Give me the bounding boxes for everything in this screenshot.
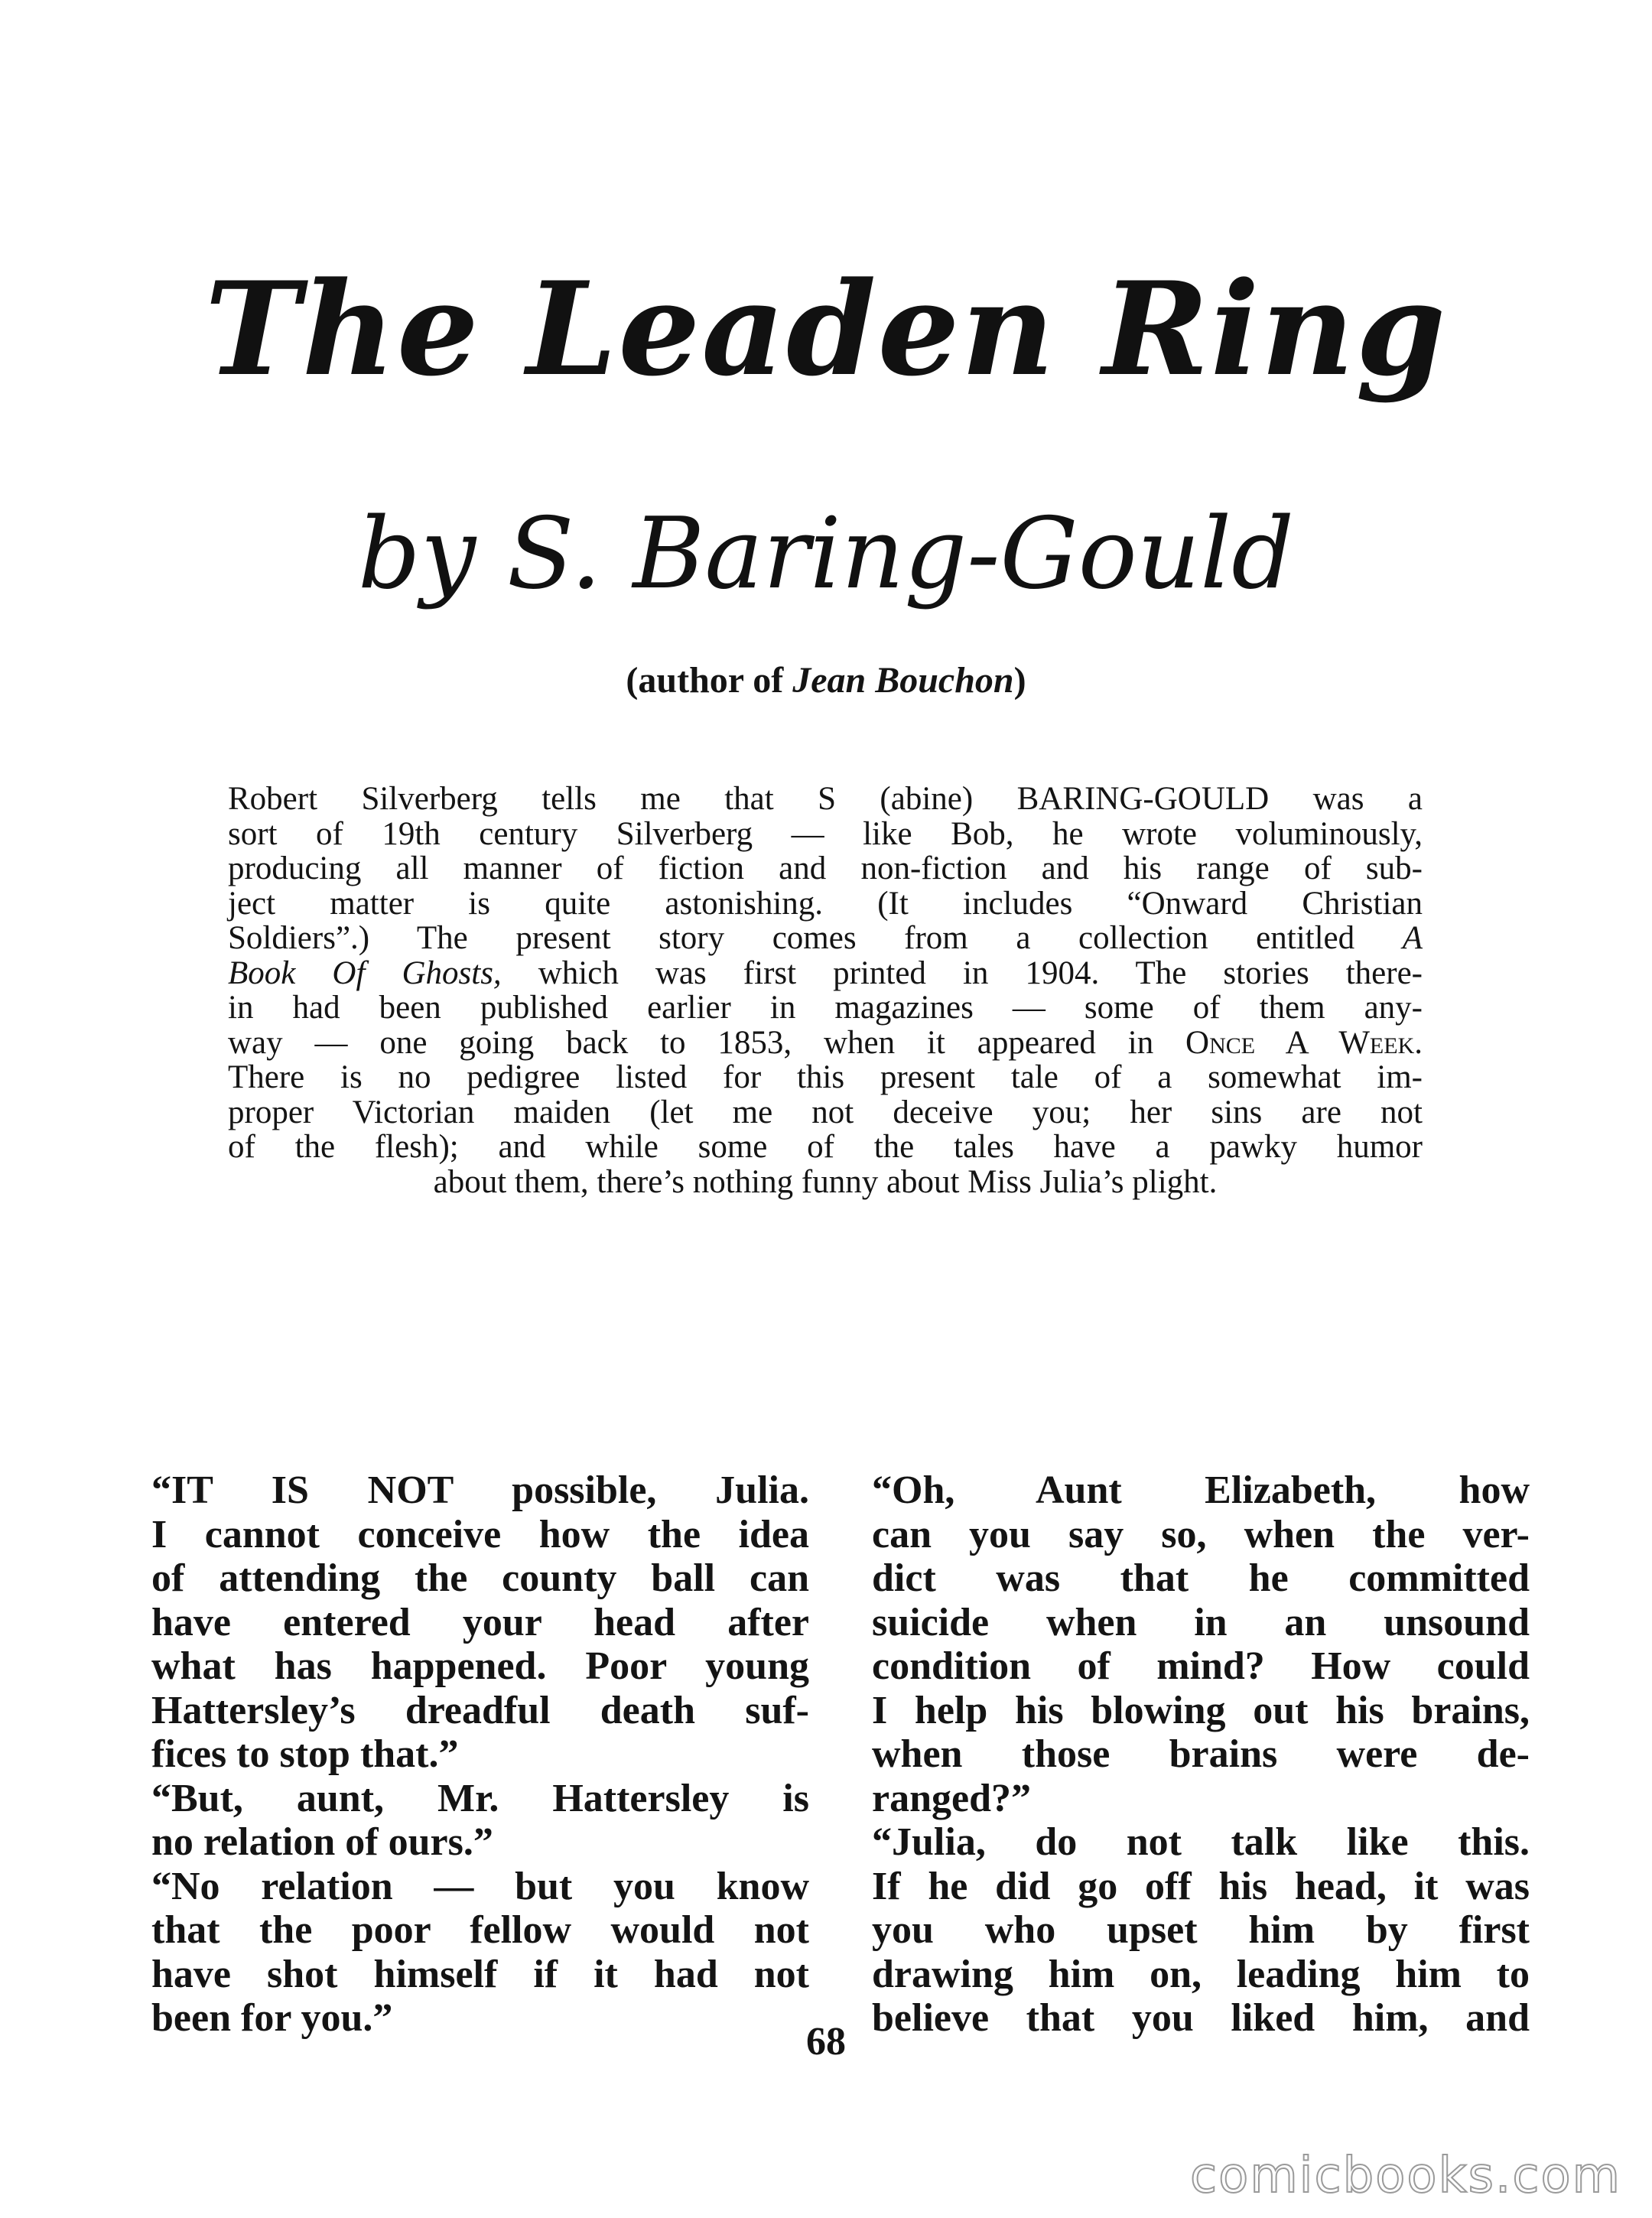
- story-line: If he did go off his head, it was: [872, 1864, 1530, 1908]
- story-line: drawing him on, leading him to: [872, 1952, 1530, 1996]
- intro-line: of the flesh); and while some of the tales have a pawky humor: [228, 1129, 1423, 1165]
- story-line: been for you.”: [151, 1996, 393, 2040]
- story-line: when those brains were de-: [872, 1732, 1530, 1776]
- story-line: dict was that he committed: [872, 1556, 1530, 1600]
- intro-line-text: way — one going back to 1853, when it appeared in: [228, 1024, 1186, 1061]
- editor-introduction: [228, 782, 1423, 1199]
- intro-line: proper Victorian maiden (let me not deceive you; her sins are not: [228, 1094, 1423, 1130]
- story-line: you who upset him by first: [872, 1908, 1530, 1952]
- story-line: I help his blowing out his brains,: [872, 1688, 1530, 1732]
- story-line: have entered your head after: [151, 1600, 809, 1644]
- author-note: [382, 658, 1270, 704]
- story-line: “Julia, do not talk like this.: [872, 1820, 1530, 1864]
- author-note-close: ): [1013, 660, 1026, 701]
- story-line: “But, aunt, Mr. Hattersley is: [151, 1776, 809, 1820]
- story-column-left: [151, 1468, 809, 2041]
- story-line: “IT IS NOT possible, Julia.: [151, 1468, 809, 1512]
- story-line: I cannot conceive how the idea: [151, 1512, 809, 1556]
- story-title: The Leaden Ring: [204, 253, 1448, 405]
- intro-line: ject matter is quite astonishing. (It includes “Onward Christian: [228, 885, 1423, 922]
- story-line: “Oh, Aunt Elizabeth, how: [872, 1468, 1530, 1512]
- story-line: condition of mind? How could: [872, 1644, 1530, 1688]
- intro-magazine-title: Once A Week.: [1185, 1024, 1423, 1061]
- story-column-right: [872, 1468, 1530, 2041]
- story-line: what has happened. Poor young: [151, 1644, 809, 1688]
- story-line: fices to stop that.”: [151, 1732, 459, 1776]
- intro-line: about them, there’s nothing funny about Miss Julia’s plight.: [433, 1163, 1218, 1200]
- intro-line: There is no pedigree listed for this present tale of a somewhat im-: [228, 1059, 1423, 1095]
- intro-book-title: Book Of Ghosts,: [228, 955, 502, 991]
- byline: by S. Baring-Gould: [357, 497, 1295, 611]
- story-line: suicide when in an unsound: [872, 1600, 1530, 1644]
- story-line: have shot himself if it had not: [151, 1952, 809, 1996]
- story-line: believe that you liked him, and: [872, 1996, 1530, 2040]
- intro-line-text: which was first printed in 1904. The stories there-: [501, 955, 1423, 991]
- author-note-work: Jean Bouchon: [792, 660, 1014, 701]
- intro-line: [228, 921, 1423, 956]
- intro-line: in had been published earlier in magazines — some of them any-: [228, 990, 1423, 1026]
- page-number: 68: [806, 2020, 846, 2064]
- watermark: comicbooks.com: [1189, 2148, 1621, 2204]
- story-line: no relation of ours.”: [151, 1820, 493, 1864]
- story-line: “No relation — but you know: [151, 1864, 809, 1908]
- story-line: can you say so, when the ver-: [872, 1512, 1530, 1556]
- intro-line-text: Soldiers”.) The present story comes from a collection entitled: [228, 920, 1355, 956]
- story-line: that the poor fellow would not: [151, 1908, 809, 1952]
- intro-line: [228, 956, 1423, 991]
- story-line: of attending the county ball can: [151, 1556, 809, 1600]
- intro-line: producing all manner of fiction and non-fiction and his range of sub-: [228, 850, 1423, 886]
- story-line: Hattersley’s dreadful death suf-: [151, 1688, 809, 1732]
- intro-book-title-start: A: [1402, 920, 1423, 956]
- intro-line: Robert Silverberg tells me that S (abine) BARING-GOULD was a: [228, 781, 1423, 817]
- intro-line: sort of 19th century Silverberg — like Bob, he wrote voluminously,: [228, 815, 1423, 852]
- author-note-open: (author of: [626, 660, 793, 701]
- intro-line: [228, 1026, 1423, 1061]
- story-line: ranged?”: [872, 1776, 1031, 1820]
